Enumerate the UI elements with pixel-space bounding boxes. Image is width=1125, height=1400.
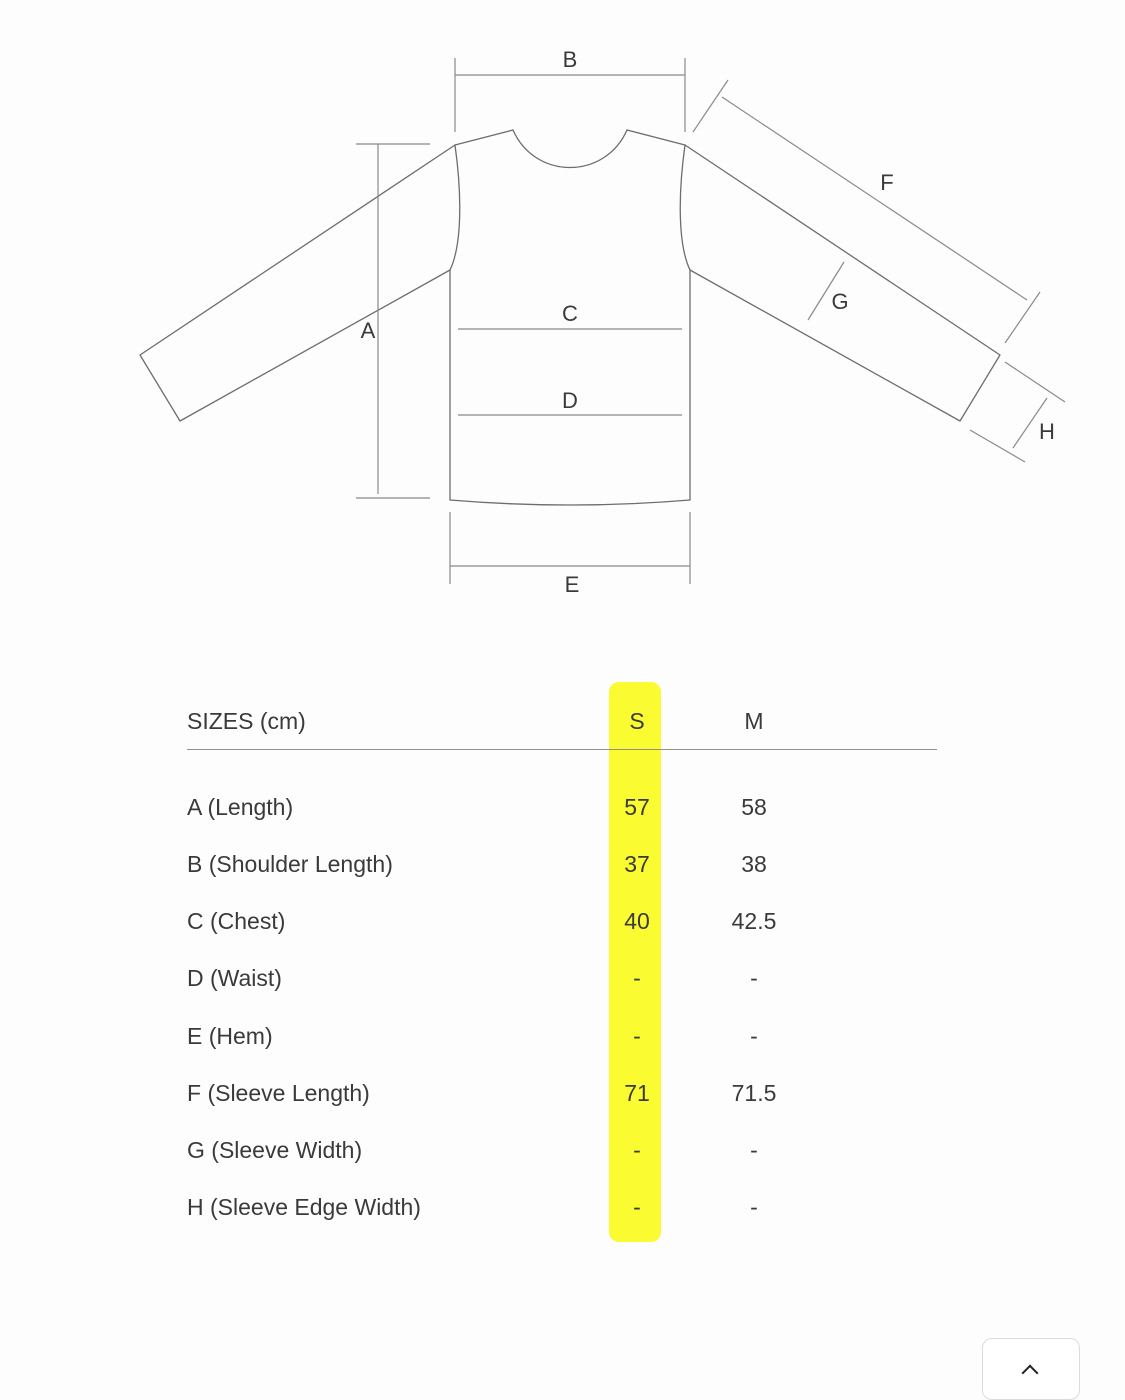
row-value-s: -: [633, 965, 641, 991]
row-value-s: -: [633, 1194, 641, 1220]
label-e: E: [564, 572, 580, 597]
row-value-s: 37: [624, 851, 650, 877]
row-value-m: -: [750, 1023, 758, 1049]
table-header-m: M: [744, 708, 764, 734]
row-value-s: -: [633, 1023, 641, 1049]
row-value-s: 71: [624, 1080, 650, 1106]
row-label: G (Sleeve Width): [187, 1137, 363, 1163]
row-label: B (Shoulder Length): [187, 851, 393, 877]
row-value-m: -: [750, 965, 758, 991]
row-label: H (Sleeve Edge Width): [187, 1194, 421, 1220]
row-label: E (Hem): [187, 1023, 273, 1049]
label-f: F: [880, 170, 894, 195]
label-d: D: [562, 388, 578, 413]
row-label: D (Waist): [187, 965, 282, 991]
label-c: C: [562, 301, 578, 326]
label-b: B: [562, 47, 578, 72]
scroll-to-top-button[interactable]: [982, 1338, 1080, 1400]
label-g: G: [831, 289, 849, 314]
row-value-m: -: [750, 1194, 758, 1220]
row-label: F (Sleeve Length): [187, 1080, 370, 1106]
chevron-up-icon: [1022, 1365, 1039, 1382]
table-header-label: SIZES (cm): [187, 708, 306, 734]
row-value-s: 57: [624, 794, 650, 820]
row-label: A (Length): [187, 794, 294, 820]
row-value-m: -: [750, 1137, 758, 1163]
table-divider: [187, 749, 937, 750]
row-value-s: 40: [624, 908, 650, 934]
size-diagram: [0, 0, 1125, 640]
row-value-m: 42.5: [731, 908, 777, 934]
row-value-m: 38: [741, 851, 767, 877]
table-header-s: S: [629, 708, 645, 734]
label-h: H: [1039, 419, 1055, 444]
row-value-s: -: [633, 1137, 641, 1163]
row-value-m: 71.5: [731, 1080, 777, 1106]
dimension-lines: [356, 58, 1065, 584]
row-value-m: 58: [741, 794, 767, 820]
row-label: C (Chest): [187, 908, 286, 934]
label-a: A: [360, 318, 376, 343]
